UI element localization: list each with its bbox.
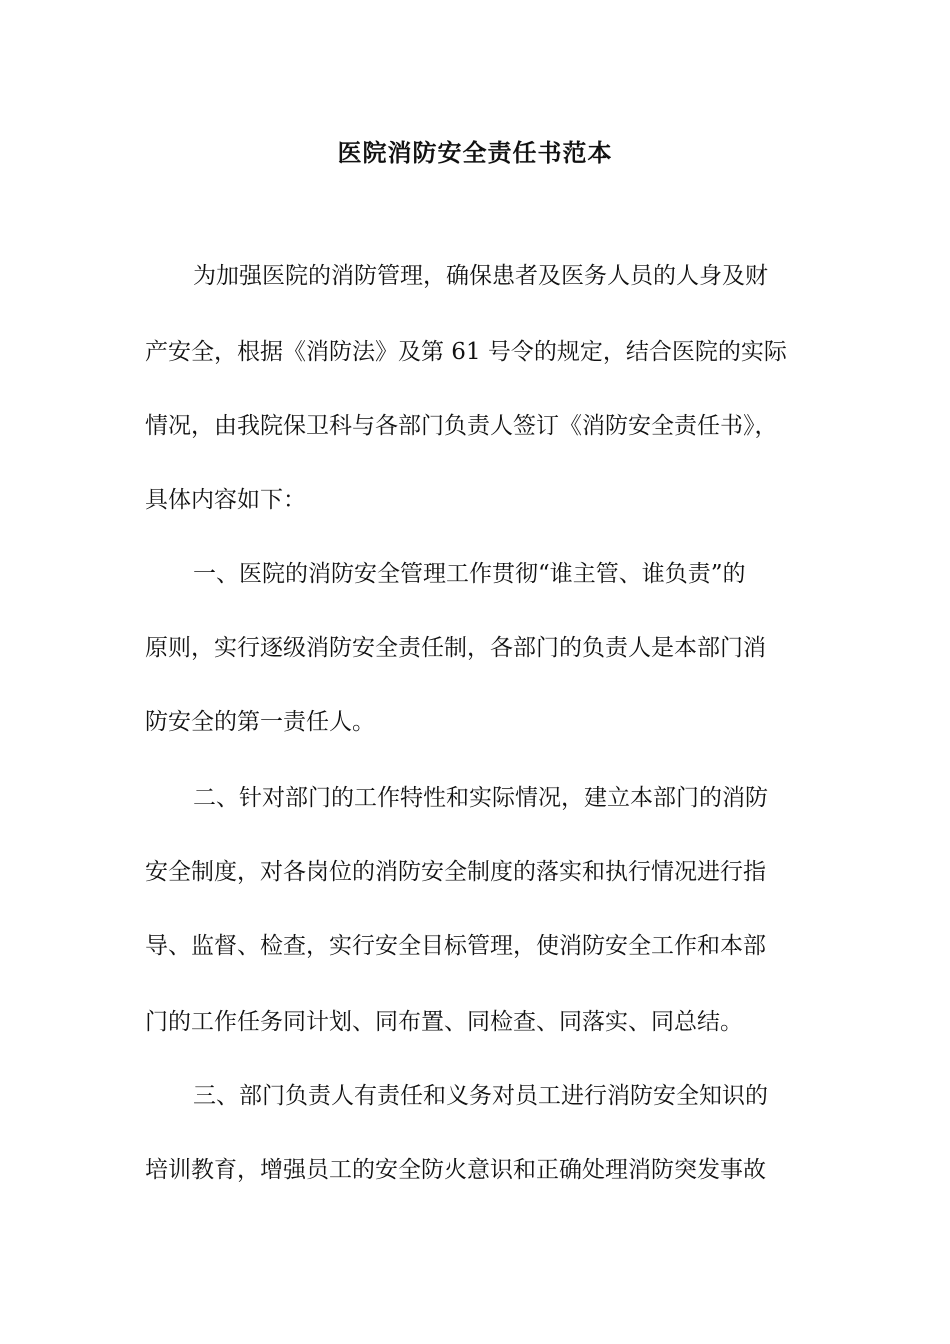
paragraph-line: 一、医院的消防安全管理工作贯彻“谁主管、谁负责”的	[193, 561, 746, 587]
paragraph-line: 情况，由我院保卫科与各部门负责人签订《消防安全责任书》，	[145, 413, 778, 439]
paragraph-line: 原则，实行逐级消防安全责任制，各部门的负责人是本部门消	[145, 635, 766, 661]
paragraph-line: 防安全的第一责任人。	[145, 709, 375, 735]
paragraph-line: 产安全，根据《消防法》及第 61 号令的规定，结合医院的实际	[145, 339, 787, 365]
paragraph-line: 培训教育，增强员工的安全防火意识和正确处理消防突发事故	[145, 1157, 766, 1183]
document-title: 医院消防安全责任书范本	[337, 138, 613, 167]
paragraph-line: 二、针对部门的工作特性和实际情况，建立本部门的消防	[193, 785, 768, 811]
paragraph-line: 三、部门负责人有责任和义务对员工进行消防安全知识的	[193, 1083, 768, 1109]
paragraph-line: 导、监督、检查，实行安全目标管理，使消防安全工作和本部	[145, 933, 766, 959]
paragraph-line: 安全制度，对各岗位的消防安全制度的落实和执行情况进行指	[145, 859, 766, 885]
paragraph-line: 具体内容如下：	[145, 487, 306, 513]
paragraph-line: 为加强医院的消防管理，确保患者及医务人员的人身及财	[193, 263, 768, 289]
paragraph-line: 门的工作任务同计划、同布置、同检查、同落实、同总结。	[145, 1009, 743, 1035]
